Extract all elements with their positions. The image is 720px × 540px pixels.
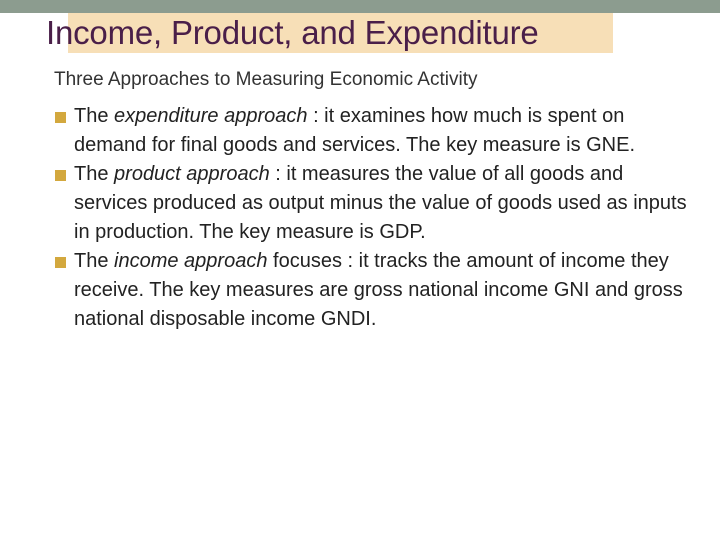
bullet-text-pre: The bbox=[74, 105, 115, 127]
bullet-item-income bbox=[54, 247, 694, 334]
bullet-term: expenditure approach bbox=[114, 105, 308, 127]
bullet-text-pre: The bbox=[74, 163, 115, 185]
bullet-list bbox=[54, 102, 694, 334]
square-bullet-icon bbox=[55, 170, 66, 181]
bullet-text-post: focuses : it tracks the amount of income they receive. The key measures are gross national income GNI and gross national disposable income GNDI. bbox=[74, 250, 683, 330]
slide-title: Income, Product, and Expenditure bbox=[46, 14, 539, 51]
bullet-text-post: : it examines how much is spent on demand for final goods and services. The key measure is GNE. bbox=[74, 105, 636, 156]
bullet-term: product approach bbox=[114, 163, 270, 185]
bullet-text-post: : it measures the value of all goods and services produced as output minus the value of goods used as inputs in production. The key measure is GDP. bbox=[74, 163, 687, 243]
square-bullet-icon bbox=[55, 257, 66, 268]
bullet-text-pre: The bbox=[74, 250, 115, 272]
bullet-item-expenditure bbox=[54, 102, 694, 160]
bullet-item-product bbox=[54, 160, 694, 247]
square-bullet-icon bbox=[55, 112, 66, 123]
bullet-term: income approach bbox=[114, 250, 268, 272]
slide-subtitle: Three Approaches to Measuring Economic Activity bbox=[54, 69, 478, 90]
